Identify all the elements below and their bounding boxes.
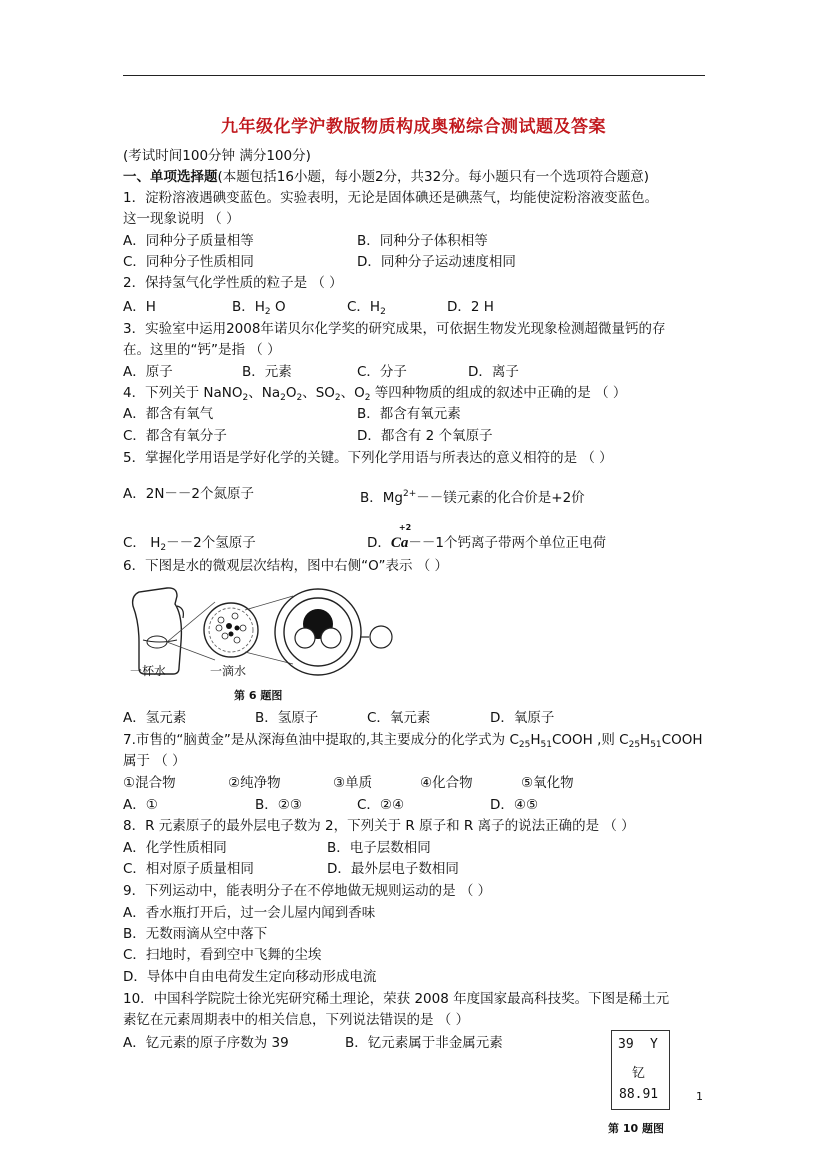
- page-title: 九年级化学沪教版物质构成奥秘综合测试题及答案: [221, 117, 606, 137]
- q9-option-a: A．香水瓶打开后，过一会儿屋内闻到香味: [123, 905, 376, 921]
- q6-option-b: B．氢原子: [255, 710, 319, 726]
- q6-fig-label-drop: 一滴水: [210, 664, 247, 678]
- q4-stem: 4．下列关于 NaNO$_2$、$Na_2O_2$、$SO_2$、$O_2$ 等四种物质的组成的叙述中正确的是 （ ）: [123, 385, 627, 403]
- q8-option-c: C．相对原子质量相同: [123, 861, 254, 877]
- q10-fig-caption: 第 10 题图: [608, 1122, 664, 1135]
- element-number: 39: [618, 1037, 634, 1052]
- q6-stem: 6．下图是水的微观层次结构，图中右侧“O”表示 （ ）: [123, 558, 449, 574]
- q3-stem-line1: 3．实验室中运用2008年诺贝尔化学奖的研究成果，可依据生物发光现象检测超微量钙的存: [123, 321, 666, 337]
- q10-option-b: B．钇元素属于非金属元素: [345, 1035, 503, 1051]
- header-rule: [123, 75, 705, 76]
- section-heading: [123, 168, 649, 186]
- q9-option-b: B．无数雨滴从空中落下: [123, 926, 268, 942]
- q8-option-b: B．电子层数相同: [327, 840, 431, 856]
- q5-option-a: A．2N－－2个氮原子: [123, 486, 255, 502]
- q5-option-c: C． $H_2--2$个氢原子: [123, 535, 256, 553]
- q1-stem-line1: 1．淀粉溶液遇碘变蓝色。实验表明，无论是固体碘还是碘蒸气，均能使淀粉溶液变蓝色。: [123, 190, 659, 206]
- q8-option-d: D．最外层电子数相同: [327, 861, 459, 877]
- q2-option-d: D．2 H: [447, 299, 494, 315]
- q5-stem: 5．掌握化学用语是学好化学的关键。下列化学用语与所表达的意义相符的是 （ ）: [123, 450, 613, 466]
- q7-item-1: ①混合物: [123, 775, 176, 791]
- q7-stem-line2: 属于 （ ）: [123, 753, 186, 769]
- yttrium-element-cell: [611, 1030, 670, 1110]
- q6-option-d: D．氧原子: [490, 710, 555, 726]
- q4-option-d: D．都含有 2 个氧原子: [357, 428, 493, 444]
- q3-option-d: D．离子: [468, 364, 519, 380]
- q6-option-c: C．氧元素: [367, 710, 431, 726]
- q8-option-a: A．化学性质相同: [123, 840, 227, 856]
- q8-stem: 8．R 元素原子的最外层电子数为 2，下列关于 R 原子和 R 离子的说法正确的是 （ ）: [123, 818, 635, 834]
- q3-option-b: B．元素: [242, 364, 292, 380]
- q3-stem-line2: 在。这里的“钙”是指 （ ）: [123, 342, 281, 358]
- q1-option-b: B．同种分子体积相等: [357, 233, 488, 249]
- q2-stem: 2．保持氢气化学性质的粒子是 （ ）: [123, 275, 343, 291]
- q5-option-d: D． +2 Ca－－1个钙离子带两个单位正电荷: [367, 523, 607, 551]
- q6-option-a: A．氢元素: [123, 710, 187, 726]
- element-symbol: Y: [650, 1037, 658, 1052]
- page-number: 1: [696, 1090, 703, 1103]
- exam-info: (考试时间100分钟 满分100分): [123, 148, 311, 164]
- q1-option-a: A．同种分子质量相等: [123, 233, 254, 249]
- q7-item-5: ⑤氧化物: [521, 775, 574, 791]
- q4-option-a: A．都含有氧气: [123, 406, 214, 422]
- q4-option-b: B．都含有氧元素: [357, 406, 461, 422]
- q10-option-a: A．钇元素的原子序数为 39: [123, 1035, 289, 1051]
- q10-stem-line2: 素钇在元素周期表中的相关信息，下列说法错误的是 （ ）: [123, 1012, 470, 1028]
- q2-option-c: C．$H_2$: [347, 299, 386, 317]
- q1-option-d: D．同种分子运动速度相同: [357, 254, 516, 270]
- q6-fig-label-cup: 一杯水: [130, 664, 167, 678]
- section-note: (本题包括16小题，每小题2分，共32分。每小题只有一个选项符合题意): [217, 169, 649, 185]
- q9-option-d: D．导体中自由电荷发生定向移动形成电流: [123, 969, 377, 985]
- q7-item-2: ②纯净物: [228, 775, 281, 791]
- q7-stem-line1: 7.市售的“脑黄金”是从深海鱼油中提取的,其主要成分的化学式为 $C_{25}H_{51}COOH$ ,则 $C_{25}H_{51}COOH$: [123, 732, 703, 750]
- q3-option-c: C．分子: [357, 364, 407, 380]
- q7-option-d: D．④⑤: [490, 797, 539, 813]
- q1-stem-line2: 这一现象说明 （ ）: [123, 211, 240, 227]
- q4-option-c: C．都含有氧分子: [123, 428, 227, 444]
- q6-water-structure-figure: [125, 582, 415, 702]
- q10-stem-line1: 10．中国科学院院士徐光宪研究稀土理论，荣获 2008 年度国家最高科技奖。下图是稀土元: [123, 991, 670, 1007]
- element-mass: 88.91: [619, 1087, 659, 1102]
- q9-stem: 9．下列运动中，能表明分子在不停地做无规则运动的是 （ ）: [123, 883, 492, 899]
- q6-fig-caption: 第 6 题图: [234, 689, 283, 702]
- q7-option-c: C．②④: [357, 797, 405, 813]
- section-title: 一、单项选择题: [123, 169, 218, 185]
- q3-option-a: A．原子: [123, 364, 173, 380]
- q5-option-b: B．$Mg^{2+}--$镁元素的化合价是+2价: [360, 489, 585, 506]
- q2-option-a: A．H: [123, 299, 156, 315]
- q7-item-3: ③单质: [333, 775, 373, 791]
- q7-item-4: ④化合物: [420, 775, 473, 791]
- q1-option-c: C．同种分子性质相同: [123, 254, 254, 270]
- q7-option-a: A．①: [123, 797, 158, 813]
- element-name: 钇: [632, 1066, 646, 1081]
- q7-option-b: B．②③: [255, 797, 302, 813]
- q9-option-c: C．扫地时，看到空中飞舞的尘埃: [123, 947, 322, 963]
- q2-option-b: B．$H_2$ O: [232, 299, 286, 317]
